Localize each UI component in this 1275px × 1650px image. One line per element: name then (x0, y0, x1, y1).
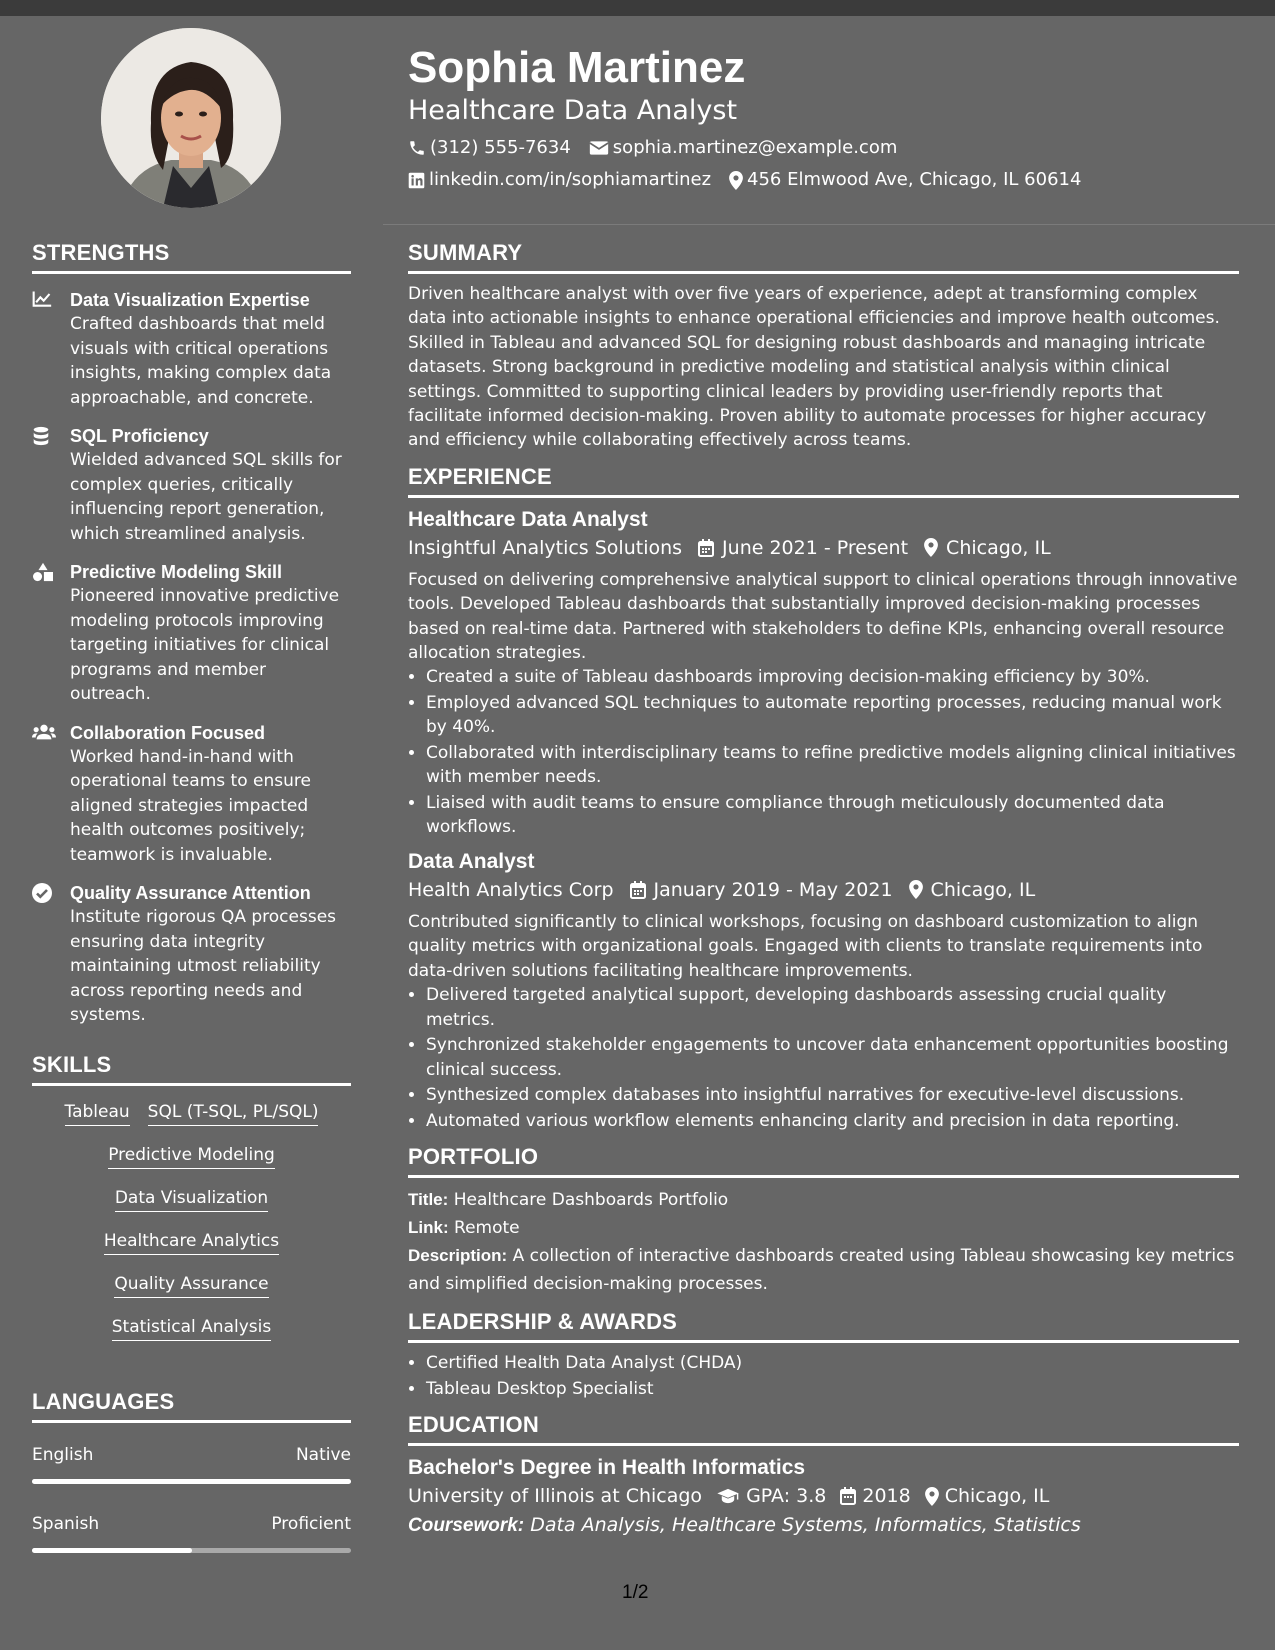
linkedin-icon (408, 172, 425, 189)
job-location: Chicago, IL (946, 536, 1051, 559)
linkedin-text: linkedin.com/in/sophiamartinez (429, 169, 712, 190)
calendar-icon (630, 881, 646, 899)
top-bar (0, 0, 1275, 16)
avatar (101, 28, 281, 208)
job-description: Contributed significantly to clinical workshops, focusing on dashboard customization to align quality metrics with organizational goals. Engaged with clients to translate requirements into data-driven solutions facilitating healthcare improvements. (408, 911, 1203, 981)
portfolio-link-label: Link: (408, 1218, 449, 1238)
strength-title: SQL Proficiency (70, 426, 209, 446)
skill-tag: Statistical Analysis (112, 1315, 271, 1341)
resume-header (408, 42, 1238, 192)
job-entry (408, 506, 1239, 840)
job-bullet: • Liaised with audit teams to ensure compliance through meticulously documented data workflows. (426, 791, 1239, 840)
profile-photo (101, 28, 281, 208)
email-icon (589, 140, 609, 156)
check-circle-icon (32, 883, 52, 903)
strength-title: Predictive Modeling Skill (70, 562, 283, 582)
degree-title: Bachelor's Degree in Health Informatics (408, 1456, 806, 1480)
job-bullets (408, 665, 1239, 840)
skill-tag: Data Visualization (115, 1186, 268, 1212)
skill-tag: Healthcare Analytics (104, 1229, 279, 1255)
job-dates: January 2019 - May 2021 (653, 878, 893, 901)
portfolio-title-value: Healthcare Dashboards Portfolio (453, 1190, 729, 1211)
strength-item (32, 721, 351, 868)
map-pin-icon (924, 538, 938, 557)
awards-list (408, 1351, 1239, 1401)
school-name: University of Illinois at Chicago (408, 1485, 703, 1508)
strength-title: Collaboration Focused (70, 722, 266, 743)
graduation-cap-icon (716, 1488, 740, 1504)
portfolio-title-label: Title: (408, 1190, 449, 1210)
strength-item (32, 881, 351, 1028)
strength-desc: Pioneered innovative predictive modeling protocols improving targeting initiatives for clinical programs and member outreach. (70, 586, 340, 704)
summary-section (408, 240, 1239, 453)
job-bullet: • Automated various workflow elements enhancing clarity and precision in data reporting. (426, 1109, 1239, 1134)
gpa: GPA: 3.8 (746, 1485, 827, 1508)
portfolio-heading: PORTFOLIO (408, 1144, 1239, 1178)
phone-text: (312) 555-7634 (430, 137, 571, 158)
job-title: Healthcare Data Analyst (408, 507, 648, 531)
job-bullet: • Employed advanced SQL techniques to automate reporting processes, reducing manual work by 40%. (426, 691, 1239, 740)
sidebar (32, 240, 351, 1553)
company-name: Health Analytics Corp (408, 878, 614, 901)
portfolio-title (408, 1186, 1239, 1214)
portfolio-desc-label: Description: (408, 1246, 508, 1266)
job-bullet: • Synthesized complex databases into insightful narratives for executive-level discussions. (426, 1083, 1239, 1108)
email-item[interactable] (589, 136, 898, 160)
map-pin-icon (925, 1487, 939, 1506)
job-bullets (408, 983, 1239, 1133)
skill-tag: Tableau (65, 1100, 130, 1126)
calendar-icon (698, 539, 714, 557)
map-pin-icon (729, 171, 743, 190)
job-bullet: • Synchronized stakeholder engagements to uncover data enhancement opportunities boosting clinical success. (426, 1033, 1239, 1082)
job-bullet: • Delivered targeted analytical support, developing dashboards assessing crucial quality metrics. (426, 983, 1239, 1032)
strength-title: Data Visualization Expertise (70, 290, 310, 310)
job-title: Data Analyst (408, 849, 535, 873)
experience-section (408, 464, 1239, 1133)
skill-tag: Quality Assurance (114, 1272, 268, 1298)
contact-row-2 (408, 168, 1238, 192)
strength-desc: Worked hand-in-hand with operational teams to ensure aligned strategies impacted health outcomes positively; teamwork is invaluable. (70, 746, 311, 865)
strength-item (32, 424, 351, 546)
shapes-icon (32, 562, 54, 582)
phone-item[interactable] (408, 136, 571, 160)
job-location: Chicago, IL (930, 878, 1036, 901)
main-content (408, 240, 1239, 1552)
strength-desc: Institute rigorous QA processes ensuring data integrity maintaining utmost reliability across reporting needs and systems. (70, 907, 337, 1025)
strength-title: Quality Assurance Attention (70, 883, 311, 903)
strength-desc: Wielded advanced SQL skills for complex queries, critically influencing report generation, which streamlined analysis. (70, 450, 342, 544)
skill-tag: SQL (T-SQL, PL/SQL) (148, 1100, 319, 1126)
page-number: 1/2 (622, 1582, 649, 1603)
users-icon (32, 723, 56, 741)
skills-heading: SKILLS (32, 1052, 351, 1086)
header-divider (383, 224, 1275, 225)
language-level: Native (295, 1444, 351, 1465)
candidate-name: Sophia Martinez (408, 43, 746, 92)
language-name: English (32, 1444, 94, 1465)
calendar-icon (840, 1487, 856, 1505)
resume-page (0, 16, 1275, 1650)
education-meta (408, 1482, 1239, 1510)
skill-tag: Predictive Modeling (108, 1143, 275, 1169)
portfolio-desc-value: A collection of interactive dashboards created using Tableau showcasing key metrics and simplified decision-making processes. (408, 1246, 1235, 1295)
education-section (408, 1412, 1239, 1541)
awards-heading: LEADERSHIP & AWARDS (408, 1309, 1239, 1343)
job-dates: June 2021 - Present (722, 536, 909, 559)
company-name: Insightful Analytics Solutions (408, 536, 683, 559)
coursework-label: Coursework: (408, 1515, 525, 1537)
awards-section (408, 1309, 1239, 1401)
language-level: Proficient (271, 1513, 351, 1534)
phone-icon (408, 139, 426, 157)
job-description: Focused on delivering comprehensive analytical support to clinical operations through innovative tools. Developed Tableau dashboards that substantially improved decision-making processes based on real-time data. Partnered with stakeholders to define KPIs, enhancing overall resource allocation strategies. (408, 569, 1238, 664)
coursework-value: Data Analysis, Healthcare Systems, Informatics, Statistics (530, 1514, 1081, 1537)
job-meta (408, 534, 1239, 562)
portfolio-section (408, 1144, 1239, 1298)
coursework (408, 1510, 1239, 1541)
map-pin-icon (909, 880, 923, 899)
job-entry (408, 848, 1239, 1133)
database-icon (32, 426, 50, 446)
portfolio-link (408, 1214, 1239, 1242)
portfolio-description (408, 1242, 1239, 1298)
strength-item (32, 560, 351, 707)
education-heading: EDUCATION (408, 1412, 1239, 1446)
address-text: 456 Elmwood Ave, Chicago, IL 60614 (747, 169, 1082, 190)
language-item (32, 1445, 351, 1484)
language-item (32, 1514, 351, 1553)
education-location: Chicago, IL (944, 1485, 1050, 1508)
summary-text: Driven healthcare analyst with over five years of experience, adept at transforming complex data into actionable insights to enhance operational efficiencies and improve health outcomes. Skilled in Tableau and advanced SQL for designing robust dashboards and managing intricate datasets. Strong background in predictive modeling and statistical analysis within clinical settings. Committed to supporting clinical leaders by providing user-friendly reports that facilitate informed decision-making. Proven ability to automate processes for higher accuracy and efficiency while collaborating effectively across teams. (408, 284, 1220, 451)
language-proficiency-bar (32, 1548, 351, 1553)
contact-row-1 (408, 136, 1238, 160)
award-item: • Certified Health Data Analyst (CHDA) (426, 1351, 1239, 1376)
skills-list (32, 1100, 351, 1341)
email-text: sophia.martinez@example.com (612, 137, 898, 158)
experience-heading: EXPERIENCE (408, 464, 1239, 498)
summary-heading: SUMMARY (408, 240, 1239, 274)
strengths-heading: STRENGTHS (32, 240, 351, 274)
candidate-role: Healthcare Data Analyst (408, 95, 738, 126)
language-name: Spanish (32, 1513, 100, 1534)
address-item (729, 168, 1081, 192)
job-bullet: • Created a suite of Tableau dashboards improving decision-making efficiency by 30%. (426, 665, 1239, 690)
portfolio-link-value[interactable]: Remote (454, 1218, 520, 1239)
strength-item (32, 288, 351, 410)
language-proficiency-bar (32, 1479, 351, 1484)
linkedin-item[interactable] (408, 168, 711, 192)
languages-heading: LANGUAGES (32, 1389, 351, 1423)
chart-line-icon (32, 290, 52, 308)
job-meta (408, 876, 1239, 904)
graduation-year: 2018 (862, 1485, 911, 1508)
strength-desc: Crafted dashboards that meld visuals with critical operations insights, making complex data approachable, and concrete. (70, 314, 332, 408)
award-item: • Tableau Desktop Specialist (426, 1377, 1239, 1402)
job-bullet: • Collaborated with interdisciplinary teams to refine predictive models aligning clinical initiatives with member needs. (426, 741, 1239, 790)
